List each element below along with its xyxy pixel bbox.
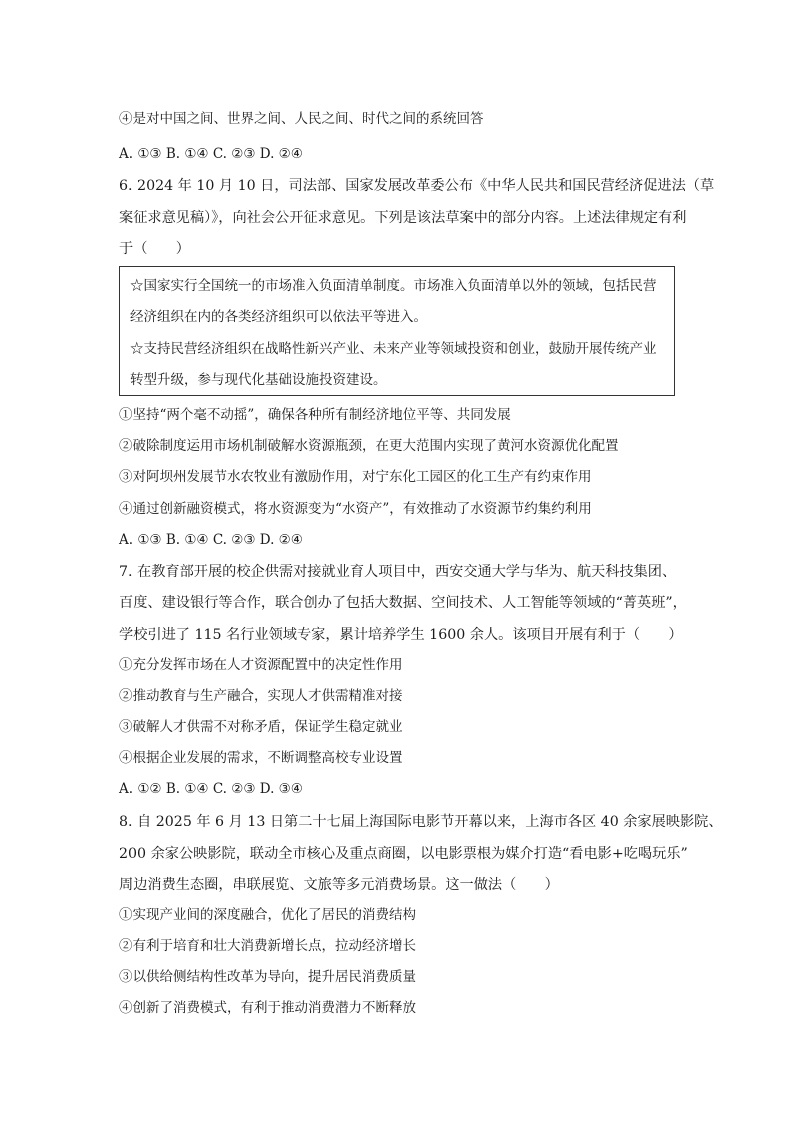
q6-stem-line-1: 6. 2024 年 10 月 10 日，司法部、国家发展改革委公布《中华人民共和国民营经济促进法（草 <box>119 178 715 194</box>
q7-stem-line-1: 7. 在教育部开展的校企供需对接就业育人项目中，西安交通大学与华为、航天科技集团、 <box>119 564 677 580</box>
q6-stem-line-3: 于（ ） <box>119 241 190 257</box>
q6-material-box <box>119 266 675 396</box>
q8-stem-line-3: 周边消费生态圈，串联展览、文旅等多元消费场景。这一做法（ ） <box>119 877 559 893</box>
q6-material-line-3: ☆支持民营经济组织在战略性新兴产业、未来产业等领域投资和创业，鼓励开展传统产业 <box>130 341 657 357</box>
prev-answer-choices: A. ①③ B. ①④ C. ②③ D. ②④ <box>119 146 303 162</box>
q8-option-2: ②有利于培育和壮大消费新增长点，拉动经济增长 <box>119 938 416 954</box>
q6-stem-line-2: 案征求意见稿）》，向社会公开征求意见。下列是该法草案中的部分内容。上述法律规定有利 <box>119 210 687 226</box>
q6-material-line-2: 经济组织在内的各类经济组织可以依法平等进入。 <box>130 309 427 325</box>
q8-option-4: ④创新了消费模式，有利于推动消费潜力不断释放 <box>119 1000 416 1016</box>
q6-option-2: ②破除制度运用市场机制破解水资源瓶颈，在更大范围内实现了黄河水资源优化配置 <box>119 438 619 454</box>
q7-option-3: ③破解人才供需不对称矛盾，保证学生稳定就业 <box>119 719 403 735</box>
q8-option-3: ③以供给侧结构性改革为导向，提升居民消费质量 <box>119 969 416 985</box>
q6-option-1: ①坚持“两个毫不动摇”，确保各种所有制经济地位平等、共同发展 <box>119 407 511 423</box>
q6-option-4: ④通过创新融资模式，将水资源变为“水资产”，有效推动了水资源节约集约利用 <box>119 501 592 517</box>
prev-option-4: ④是对中国之间、世界之间、人民之间、时代之间的系统回答 <box>119 111 484 127</box>
q7-stem-line-3: 学校引进了 115 名行业领域专家，累计培养学生 1600 余人。该项目开展有利于（ ） <box>119 627 683 643</box>
q8-stem-line-2: 200 余家公映影院，联动全市核心及重点商圈，以电影票根为媒介打造“看电影+吃喝玩乐” <box>119 846 688 862</box>
q7-option-4: ④根据企业发展的需求，不断调整高校专业设置 <box>119 750 403 766</box>
q7-answer-choices: A. ①② B. ①④ C. ②③ D. ③④ <box>119 781 303 797</box>
q7-option-1: ①充分发挥市场在人才资源配置中的决定性作用 <box>119 657 403 673</box>
q6-material-line-1: ☆国家实行全国统一的市场准入负面清单制度。市场准入负面清单以外的领域，包括民营 <box>130 278 657 294</box>
q6-material-line-4: 转型升级，参与现代化基础设施投资建设。 <box>130 372 387 388</box>
q7-option-2: ②推动教育与生产融合，实现人才供需精准对接 <box>119 688 403 704</box>
q6-option-3: ③对阿坝州发展节水农牧业有激励作用，对宁东化工园区的化工生产有约束作用 <box>119 469 592 485</box>
q8-option-1: ①实现产业间的深度融合，优化了居民的消费结构 <box>119 907 416 923</box>
q6-answer-choices: A. ①③ B. ①④ C. ②③ D. ②④ <box>119 532 303 548</box>
q8-stem-line-1: 8. 自 2025 年 6 月 13 日第二十七届上海国际电影节开幕以来，上海市各区 40 余家展映影院、 <box>119 814 723 830</box>
q7-stem-line-2: 百度、建设银行等合作，联合创办了包括大数据、空间技术、人工智能等领域的“菁英班”， <box>119 595 687 611</box>
